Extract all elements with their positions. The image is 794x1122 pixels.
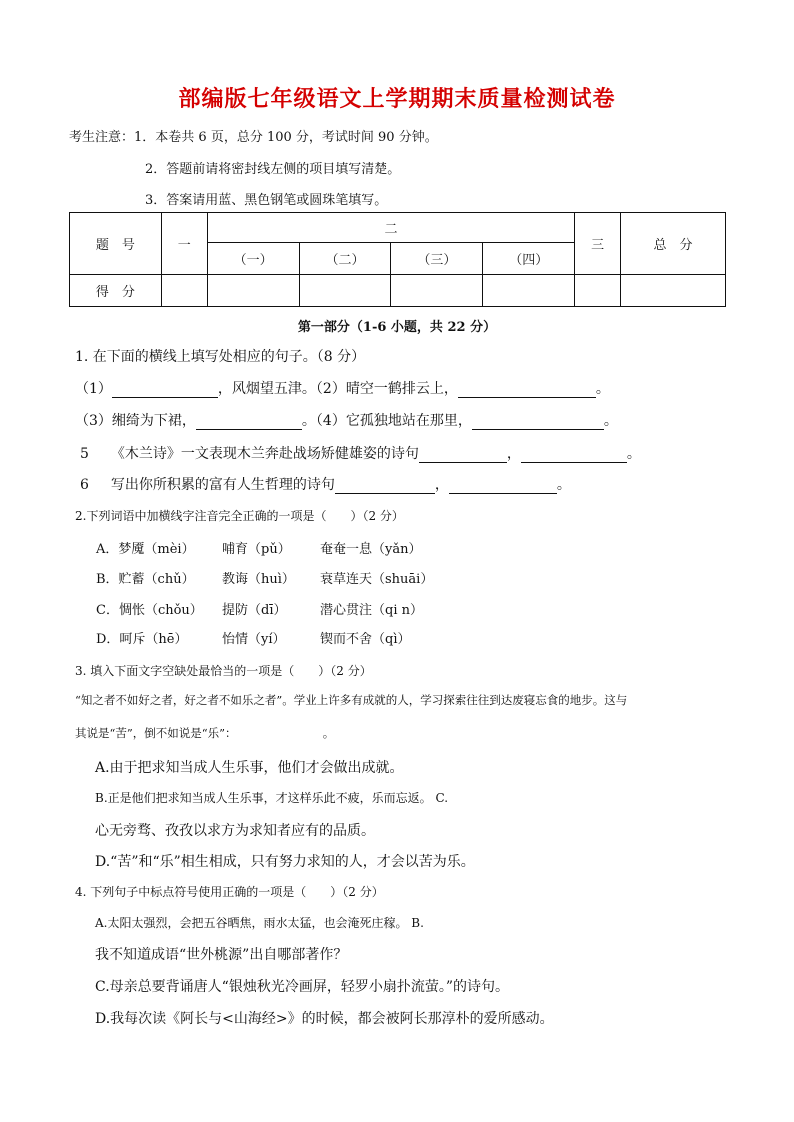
notice-label: 考生注意：: [69, 130, 135, 145]
q3-stem: 3. 填入下面文字空缺处最恰当的一项是（ ）（2 分）: [75, 664, 372, 678]
q1-line-3: 5 《木兰诗》一文表现木兰奔赴战场矫健雄姿的诗句 ， 。: [80, 446, 641, 462]
header-sub-3: （三）: [391, 243, 483, 275]
notice-line-1: 考生注意：1．本卷共 6 页，总分 100 分，考试时间 90 分钟。: [69, 130, 438, 145]
answer-blank[interactable]: [458, 383, 596, 398]
q2-option-d-word-3: 锲而不舍（qì）: [320, 632, 411, 647]
header-part-one: 一: [161, 213, 207, 275]
score-cell[interactable]: [207, 275, 299, 307]
q2-option-d-word-2: 怡情（yí）: [222, 632, 286, 647]
header-sub-2: （二）: [299, 243, 391, 275]
answer-blank[interactable]: [521, 448, 627, 463]
q2-option-b-word-3: 衰草连天（shuāi）: [320, 572, 434, 587]
q2-option-a-word-3: 奄奄一息（yǎn）: [320, 542, 422, 557]
q2-option-b-word-2: 教诲（huì）: [222, 572, 295, 587]
answer-blank[interactable]: [449, 479, 557, 494]
score-cell[interactable]: [483, 275, 575, 307]
q2-option-c-word-2: 提防（dī）: [222, 603, 287, 618]
q3-option-d: D.“苦”和“乐”相生相成，只有努力求知的人，才会以苦为乐。: [95, 854, 475, 870]
answer-blank[interactable]: [196, 415, 302, 430]
q1-line-2: （3）缃绮为下裙， 。（4）它孤独地站在那里， 。: [75, 413, 618, 429]
score-cell[interactable]: [161, 275, 207, 307]
answer-blank[interactable]: [335, 479, 435, 494]
header-total: 总 分: [621, 213, 726, 275]
q4-option-d: D.我每次读《阿长与<山海经>》的时候，都会被阿长那淳朴的爱所感动。: [95, 1011, 554, 1027]
q1-line-4: 6 写出你所积累的富有人生哲理的诗句 ， 。: [80, 477, 571, 493]
q3-passage-line-1: “知之者不如好之者，好之者不如乐之者”。学业上许多有成就的人，学习探索往往到达废寝忘食的地步。这与: [75, 693, 628, 707]
q2-option-c-word-3: 潜心贯注（qi n）: [320, 603, 423, 618]
score-cell[interactable]: [391, 275, 483, 307]
q4-option-c: C.母亲总要背诵唐人“银烛秋光冷画屏，轻罗小扇扑流萤。”的诗句。: [95, 979, 509, 995]
header-tihao: 题 号: [70, 213, 162, 275]
header-part-three: 三: [575, 213, 621, 275]
q3-option-a: A.由于把求知当成人生乐事，他们才会做出成就。: [95, 760, 404, 776]
header-sub-1: （一）: [207, 243, 299, 275]
part-one-heading: 第一部分（1-6 小题，共 22 分）: [297, 320, 497, 335]
q3-option-b: B.正是他们把求知当成人生乐事，才这样乐此不疲，乐而忘返。 C.: [95, 791, 449, 805]
answer-blank[interactable]: [112, 383, 218, 398]
q2-option-a-word-2: 哺育（pǔ）: [222, 542, 291, 557]
header-sub-4: （四）: [483, 243, 575, 275]
row-label-score: 得 分: [70, 275, 162, 307]
q2-option-d-word-1: D．呵斥（hē）: [96, 632, 188, 647]
score-cell[interactable]: [575, 275, 621, 307]
header-part-two: 二: [207, 213, 574, 243]
score-cell[interactable]: [621, 275, 726, 307]
q2-option-c-word-1: C．惆怅（chǒu）: [96, 603, 203, 618]
q2-option-a-word-1: A．梦魇（mèi）: [96, 542, 195, 557]
score-cell[interactable]: [299, 275, 391, 307]
q3-option-c: 心无旁骛、孜孜以求方为求知者应有的品质。: [95, 823, 375, 839]
q4-stem: 4. 下列句子中标点符号使用正确的一项是（ ）（2 分）: [75, 885, 384, 899]
notice-line-2: 2．答题前请将密封线左侧的项目填写清楚。: [145, 162, 401, 177]
q2-stem: 2.下列词语中加横线字注音完全正确的一项是（ ）（2 分）: [75, 509, 404, 523]
q4-option-b: 我不知道成语“世外桃源”出自哪部著作？: [95, 947, 348, 963]
q1-stem: 1. 在下面的横线上填写处相应的句子。（8 分）: [75, 349, 366, 365]
q4-option-a: A.太阳太强烈，会把五谷晒焦，雨水太猛，也会淹死庄稼。 B.: [95, 916, 424, 930]
notice-line-3: 3．答案请用蓝、黑色钢笔或圆珠笔填写。: [145, 193, 388, 208]
answer-blank[interactable]: [472, 415, 604, 430]
q3-passage-line-2: 其说是“苦”，倒不如说是“乐”： 。: [75, 726, 335, 740]
page-title: 部编版七年级语文上学期期末质量检测试卷: [178, 87, 616, 112]
q2-option-b-word-1: B．贮蓄（chǔ）: [96, 572, 195, 587]
answer-blank[interactable]: [419, 448, 507, 463]
q1-line-1: （1） ，风烟望五津。（2）晴空一鹤排云上， 。: [75, 381, 610, 397]
score-table: [69, 212, 726, 307]
